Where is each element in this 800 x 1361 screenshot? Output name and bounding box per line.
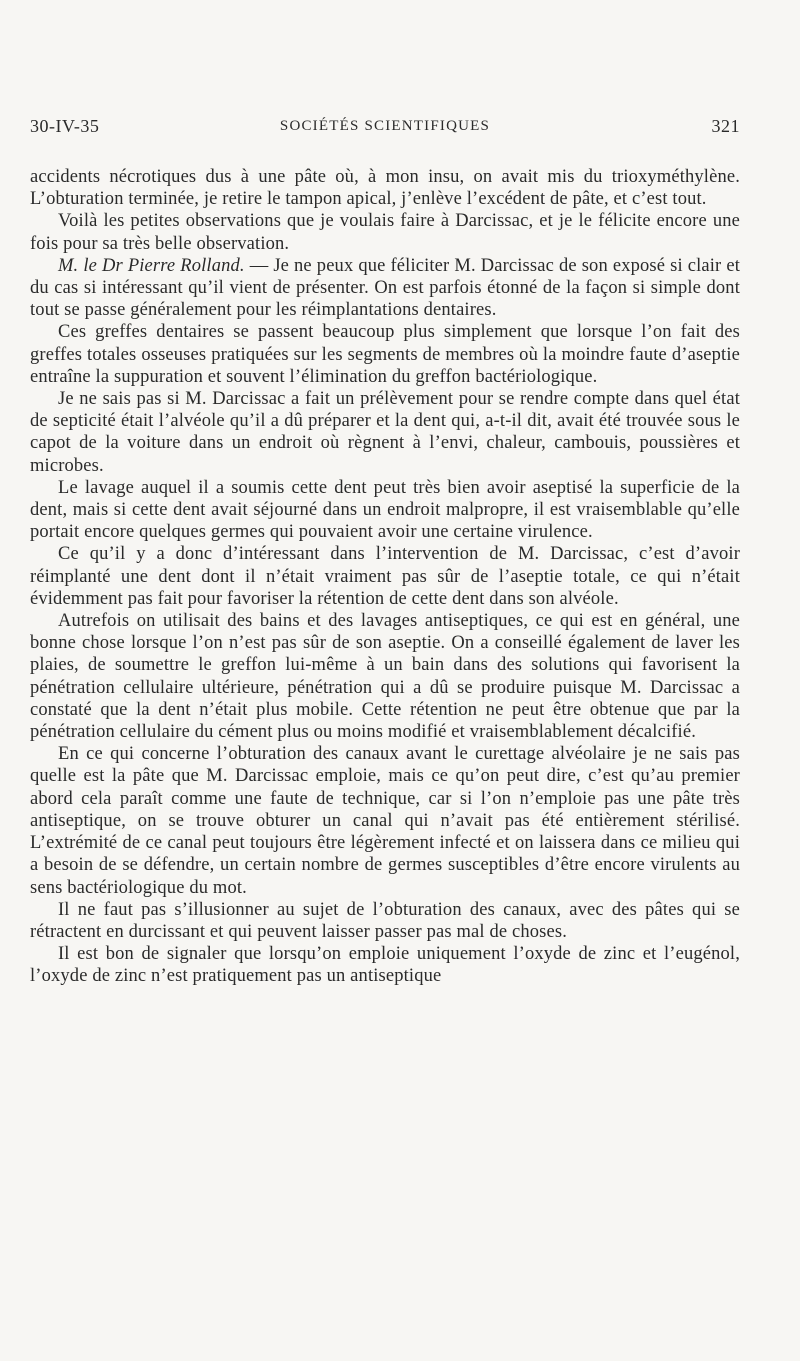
paragraph: En ce qui concerne l’obturation des canaux avant le curettage alvéolaire je ne sais pas quelle est la pâte que M. Darcissac emploie, mais ce qu’on peut dire, c’est qu’au premier abord cela paraît comme une faute de technique, car si l’on n’emploie pas une pâte très antiseptique, on se trouve obturer un canal qui n’avait pas été entièrement stérilisé. L’extrémité de ce canal peut toujours être légèrement infecté et on laissera dans ce milieu qui a besoin de se défendre, un certain nombre de germes susceptibles d’être encore virulents au sens bactériologique du mot. xyxy=(30,744,740,898)
paragraph-text: — Je ne peux que féliciter M. Darcissac de son exposé si clair et du cas si intéressant qu’il vient de présenter. On est parfois étonné de la façon si simple dont tout se passe généralement pour les réimplantations dentaires. xyxy=(30,255,741,321)
paragraph xyxy=(30,255,740,322)
document-page xyxy=(30,0,740,1361)
header-date: 30-IV-35 xyxy=(30,116,100,136)
paragraph: Il est bon de signaler que lorsqu’on emploie uniquement l’oxyde de zinc et l’eugénol, l’oxyde de zinc n’est pratiquement pas un antiseptique xyxy=(30,944,740,987)
page-number: 321 xyxy=(711,116,740,136)
paragraph: Ces greffes dentaires se passent beaucoup plus simplement que lorsque l’on fait des greffes totales osseuses pratiquées sur les segments de membres où la moindre faute d’aseptie entraîne la suppuration et souvent l’élimination du greffon bactériologique. xyxy=(30,322,740,387)
paragraph: Il ne faut pas s’illusionner au sujet de l’obturation des canaux, avec des pâtes qui se rétractent en durcissant et qui peuvent laisser passer pas mal de choses. xyxy=(30,899,740,942)
paragraph: Je ne sais pas si M. Darcissac a fait un prélèvement pour se rendre compte dans quel état de septicité était l’alvéole qu’il a dû préparer et la dent qui, a-t-il dit, avait été trouvée sous le capot de la voiture dans un endroit où règnent à l’envi, chaleur, cambouis, poussières et microbes. xyxy=(30,389,740,476)
body-text xyxy=(30,166,740,988)
running-header xyxy=(30,116,740,140)
paragraph: Autrefois on utilisait des bains et des lavages antiseptiques, ce qui est en général, une bonne chose lorsque l’on n’est pas sûr de son aseptie. On a conseillé également de laver les plaies, de soumettre le greffon lui-même à un bain dans des solutions qui favorisent la pénétration cellulaire ultérieure, pénétration qui a dû se produire puisque M. Darcissac a constaté que la dent n’était plus mobile. Cette rétention ne peut être obtenue que par la pénétration cellulaire du cément plus ou moins modifié et vraisemblablement décalcifié. xyxy=(30,611,740,743)
paragraph: Voilà les petites observations que je voulais faire à Darcissac, et je le félicite encore une fois pour sa très belle observation. xyxy=(30,211,740,254)
paragraph: Le lavage auquel il a soumis cette dent peut très bien avoir aseptisé la superficie de la dent, mais si cette dent avait séjourné dans un endroit malpropre, il est vraisemblable qu’elle portait encore quelques germes qui pouvaient avoir une certaine virulence. xyxy=(30,477,740,543)
paragraph: accidents nécrotiques dus à une pâte où, à mon insu, on avait mis du trioxyméthylène. L’obturation terminée, je retire le tampon apical, j’enlève l’excédent de pâte, et c’est tout. xyxy=(30,167,740,210)
header-title: SOCIÉTÉS SCIENTIFIQUES xyxy=(279,118,491,134)
paragraph: Ce qu’il y a donc d’intéressant dans l’intervention de M. Darcissac, c’est d’avoir réimplanté une dent dont il n’était vraiment pas sûr de l’aseptie totale, ce qui n’était évidemment pas fait pour favoriser la rétention de cette dent dans son alvéole. xyxy=(30,544,740,609)
speaker-name: M. le Dr Pierre Rolland. xyxy=(58,255,245,276)
